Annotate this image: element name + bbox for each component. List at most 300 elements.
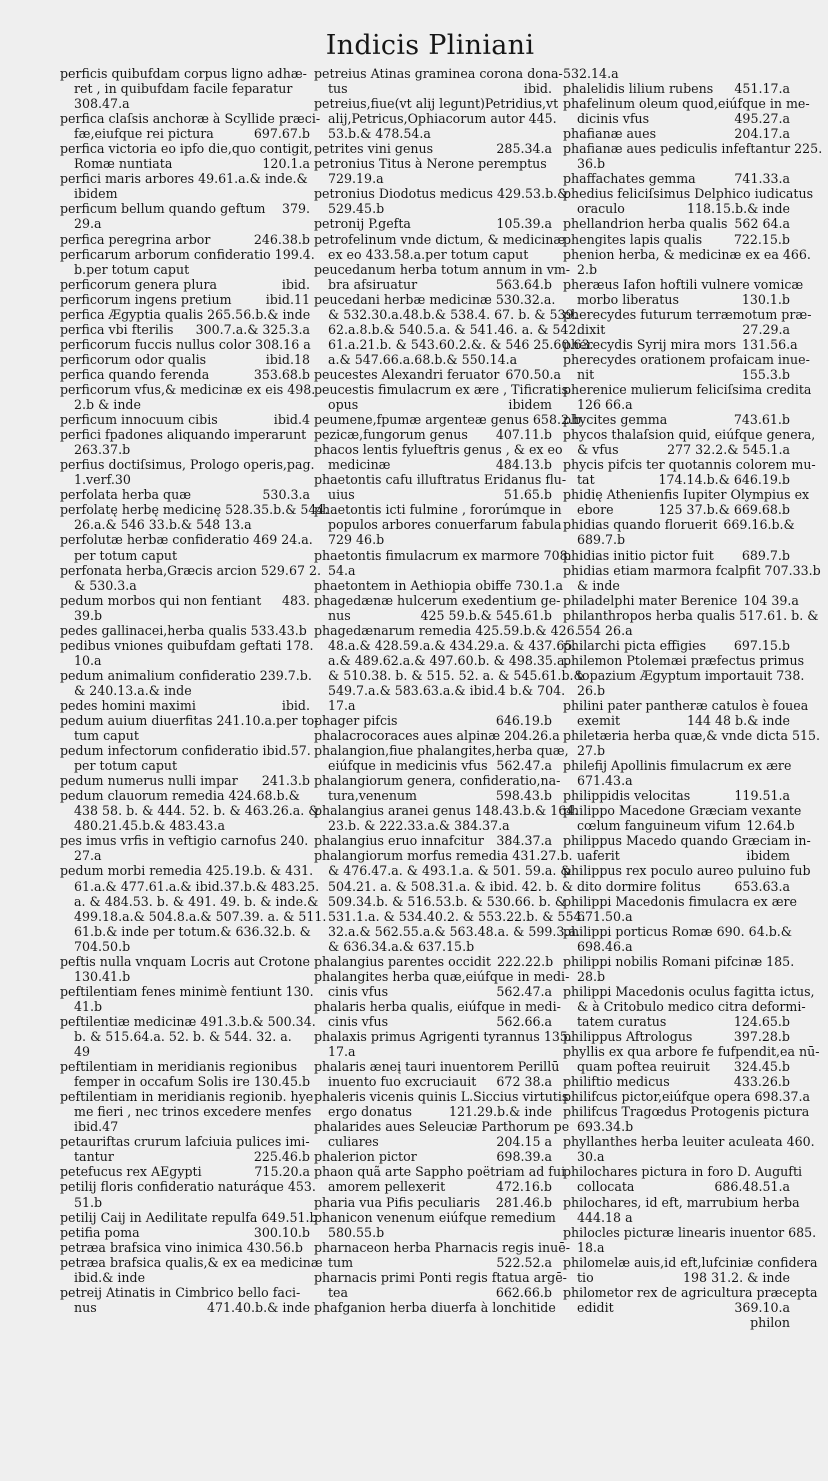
- entry-text: 444.18 a: [577, 1209, 633, 1225]
- entry-text: 39.b: [74, 607, 103, 623]
- index-entry: [314, 773, 561, 804]
- page-reference: 562.47.a: [496, 983, 552, 999]
- index-entry: [563, 652, 805, 698]
- entry-line: [60, 1104, 310, 1119]
- index-entry: [60, 487, 310, 502]
- page-reference: ibid.: [281, 697, 310, 713]
- page-reference: [784, 1149, 790, 1164]
- index-entry: [563, 953, 795, 984]
- entry-line: [563, 397, 790, 412]
- index-entry: [563, 728, 821, 759]
- page-reference: [818, 1255, 824, 1270]
- entry-line: [60, 232, 310, 247]
- index-entry: [314, 1299, 556, 1315]
- page-reference: 743.61.b: [733, 412, 790, 428]
- page-reference: [546, 352, 552, 367]
- page-reference: 472.16.b: [495, 1179, 552, 1195]
- index-entry: [563, 141, 823, 172]
- entry-line: [60, 562, 321, 578]
- page-reference: [556, 1210, 562, 1225]
- entry-line: [60, 668, 310, 683]
- index-entry: [314, 502, 562, 548]
- entry-line: [314, 231, 566, 247]
- entry-line: [563, 201, 790, 216]
- entry-text: 17.a: [328, 1044, 356, 1060]
- entry-text: pedes homini maximi: [60, 697, 196, 713]
- entry-text: philarchi picta effigies: [563, 637, 707, 653]
- page-reference: [821, 563, 827, 578]
- index-entry: [563, 697, 809, 729]
- index-entry: [563, 517, 795, 548]
- entry-line: [60, 532, 313, 548]
- index-entry: [563, 66, 790, 81]
- page-reference: [811, 307, 817, 322]
- index-entry: [60, 246, 315, 277]
- page-reference: 669.16.b.&: [723, 517, 795, 533]
- entry-line: [60, 171, 310, 186]
- entry-line: [563, 1194, 800, 1210]
- entry-text: philippo Macedone Græciam vexante: [563, 803, 802, 819]
- entry-text: phenion herba, & medicinæ ex ea 466.: [563, 246, 811, 262]
- entry-line: [563, 803, 802, 819]
- entry-text: 1.verf.30: [74, 472, 131, 488]
- index-entry: [314, 1029, 572, 1060]
- page-reference: [810, 352, 816, 367]
- entry-text: 48.a.& 428.59.a.& 434.29.a. & 437.65.: [328, 637, 577, 653]
- entry-text: tat: [577, 472, 595, 488]
- entry-line: [60, 743, 310, 758]
- entry-line: [563, 713, 790, 728]
- page-reference: 530.3.a: [262, 487, 310, 503]
- entry-line: [563, 502, 790, 517]
- entry-line: [563, 638, 790, 653]
- entry-text: 32.a.& 562.55.a.& 563.48.a. & 599.3.a.: [328, 923, 580, 939]
- page-reference: [307, 623, 313, 638]
- entry-text: phalaris æneį tauri inuentorem Perillū: [314, 1059, 560, 1075]
- index-entry: [60, 954, 310, 984]
- entry-text: petauriftas crurum lafciuia pulices imi-: [60, 1134, 310, 1150]
- entry-line: [314, 352, 552, 367]
- entry-text: peumene,fpumæ argenteæ genus 658.2.b: [314, 412, 582, 428]
- entry-line: [314, 1119, 570, 1135]
- page-reference: 653.63.a: [734, 878, 790, 894]
- entry-line: [60, 683, 310, 698]
- entry-text: & vfus: [577, 442, 619, 458]
- entry-line: [60, 381, 316, 397]
- entry-line: [314, 547, 572, 563]
- entry-text: philifcus pictor,eiúfque opera 698.37.a: [563, 1089, 811, 1105]
- entry-line: [314, 1029, 572, 1044]
- entry-text: petronius Titus à Nerone peremptus: [314, 156, 547, 172]
- page-reference: 562.66.a: [496, 1013, 552, 1029]
- entry-line: [563, 472, 790, 487]
- page-reference: [809, 1104, 815, 1119]
- page-reference: [804, 653, 810, 668]
- index-entry: [60, 1179, 316, 1210]
- entry-text: topazium Ægyptum importauit 738.: [577, 667, 805, 683]
- page-reference: [801, 803, 807, 818]
- entry-text: phacos lentis fylueftris genus , & ex eo: [314, 442, 563, 458]
- entry-text: phafganion herba diuerfa à lonchitide: [314, 1299, 556, 1315]
- index-entry: [314, 998, 561, 1029]
- entry-line: [563, 983, 815, 999]
- entry-text: philochares pictura in foro D. Augufti: [563, 1164, 803, 1180]
- entry-text: perfonata herba,Græcis arcion 529.67 2.: [60, 562, 321, 578]
- entry-line: [563, 909, 790, 924]
- entry-line: [314, 1164, 566, 1180]
- entry-line: [60, 1074, 310, 1089]
- entry-line: [314, 81, 552, 96]
- page-reference: 300.7.a.& 325.3.a: [195, 321, 310, 337]
- page-reference: [820, 728, 826, 743]
- entry-line: [314, 1239, 570, 1255]
- entry-text: a. & 484.53. b. & 491. 49. b. & inde.&: [74, 893, 319, 909]
- page-reference: 495.27.a: [734, 111, 790, 127]
- entry-text: philefij Apollinis fimulacrum ex ære: [563, 758, 792, 774]
- entry-text: femper in occafum Solis ire 130.45.b: [74, 1074, 311, 1090]
- entry-line: [60, 1134, 310, 1149]
- entry-text: phaleris vicenis quinis L.Siccius virtutis: [314, 1089, 569, 1105]
- entry-line: [563, 683, 790, 698]
- page-reference: [815, 984, 821, 999]
- entry-text: 49: [74, 1044, 91, 1060]
- entry-line: [563, 457, 816, 473]
- page-reference: [784, 743, 790, 758]
- page-reference: [546, 1044, 552, 1059]
- page-reference: 105.39.a: [496, 216, 552, 232]
- index-entry: [60, 743, 310, 773]
- page-reference: [818, 1285, 824, 1300]
- entry-line: [314, 863, 572, 879]
- entry-text: 693.34.b: [577, 1119, 634, 1135]
- entry-line: [563, 998, 806, 1014]
- page-reference: 12.64.b: [746, 818, 795, 834]
- index-entry: [60, 502, 329, 533]
- entry-line: [314, 758, 552, 773]
- entry-line: [60, 201, 310, 216]
- entry-text: pharia vua Pifis peculiaris: [314, 1194, 481, 1210]
- entry-text: & 510.38. b. & 515. 52. a. & 545.61.b.&: [328, 667, 585, 683]
- entry-line: [563, 1240, 790, 1255]
- index-entry: [563, 246, 811, 277]
- page-reference: [784, 156, 790, 171]
- index-entry: [314, 1149, 552, 1164]
- entry-text: phycos thalaſsion quid, eiúfque genera,: [563, 427, 816, 443]
- page-reference: 27.29.a: [742, 321, 790, 337]
- entry-line: [60, 517, 310, 532]
- entry-text: & 476.47.a. & 493.1.a. & 501. 59.a. &: [328, 863, 572, 879]
- entry-text: philadelphi mater Berenice: [563, 592, 738, 608]
- index-entry: [563, 1044, 820, 1075]
- entry-text: petilij Caij in Aedilitate repulfa 649.51.b: [60, 1209, 318, 1225]
- index-entry: [314, 1089, 569, 1120]
- page-reference: [816, 457, 822, 472]
- entry-line: [314, 1074, 552, 1089]
- entry-text: pedibus vniones quibufdam geftati 178.: [60, 637, 314, 653]
- page-reference: 353.68.b: [253, 366, 310, 382]
- entry-line: [60, 1285, 310, 1300]
- entry-line: [60, 487, 310, 502]
- page-reference: [304, 728, 310, 743]
- entry-line: [563, 1284, 818, 1300]
- page-reference: [546, 171, 552, 186]
- entry-line: [563, 246, 811, 262]
- page-reference: [797, 894, 803, 909]
- entry-text: tantur: [74, 1149, 114, 1165]
- entry-line: [314, 336, 594, 352]
- index-entry: [563, 171, 790, 186]
- index-entry: [563, 758, 790, 788]
- entry-text: phafelinum oleum quod,eiúfque in me-: [563, 96, 810, 112]
- index-entry: [60, 352, 310, 367]
- index-entry: [314, 427, 552, 442]
- entry-text: perfolata herba quæ: [60, 487, 192, 503]
- index-entry: [563, 216, 790, 231]
- entry-text: pedum clauorum remedia 424.68.b.&: [60, 788, 300, 804]
- page-reference: 670.50.a: [505, 366, 561, 382]
- page-reference: 562.47.a: [496, 758, 552, 774]
- entry-text: phidias etiam marmora fcalpfit 707.33.b: [563, 562, 821, 578]
- index-entry: [314, 968, 570, 999]
- page-reference: 379.: [281, 201, 310, 217]
- entry-line: [60, 637, 314, 653]
- entry-text: a.& 547.66.a.68.b.& 550.14.a: [328, 351, 518, 367]
- entry-line: [563, 969, 790, 984]
- entry-text: dicinis vfus: [577, 111, 650, 127]
- index-entry: [60, 1059, 310, 1089]
- index-entry: [60, 66, 310, 111]
- entry-text: 61.a.& 477.61.a.& ibid.37.b.& 483.25.: [74, 878, 320, 894]
- entry-line: [563, 111, 790, 126]
- entry-line: [60, 186, 310, 201]
- entry-line: [60, 833, 310, 848]
- index-entry: [60, 292, 310, 307]
- page-reference: 222.22.b: [497, 953, 554, 969]
- entry-text: phalangites herba quæ,eiúfque in medi-: [314, 968, 570, 984]
- page-reference: 741.33.a: [734, 171, 790, 187]
- entry-text: phalelidis lilium rubens: [563, 81, 714, 97]
- entry-line: [563, 232, 790, 247]
- entry-text: petefucus rex AEgypti: [60, 1164, 202, 1180]
- entry-text: pedes gallinacei,herba qualis 533.43.b: [60, 622, 307, 638]
- page-reference: 198 31.2. & inde: [683, 1269, 790, 1285]
- page-reference: 204.17.a: [734, 126, 790, 142]
- page-reference: 471.40.b.& inde: [206, 1299, 310, 1315]
- page-reference: 425 59.b.& 545.61.b: [420, 607, 552, 623]
- page-reference: 662.66.b: [495, 1284, 552, 1300]
- page-reference: [813, 186, 819, 201]
- entry-line: [563, 1104, 810, 1120]
- entry-text: ret , in quibufdam facile feparatur: [74, 81, 293, 97]
- index-entry: [563, 126, 790, 141]
- entry-line: [60, 939, 310, 954]
- entry-line: [60, 457, 315, 473]
- entry-text: 729.19.a: [328, 171, 384, 187]
- entry-line: [60, 1164, 310, 1179]
- entry-line: [314, 954, 552, 969]
- page-reference: [304, 1195, 310, 1210]
- entry-line: [60, 1179, 316, 1195]
- page-reference: [800, 1195, 806, 1210]
- page-reference: [791, 758, 797, 773]
- index-entry: [563, 232, 790, 247]
- index-entry: [314, 472, 567, 503]
- entry-text: 529.45.b: [328, 201, 385, 217]
- entry-text: 17.a: [328, 697, 356, 713]
- entry-text: pedum animalium confideratio 239.7.b.: [60, 667, 312, 683]
- index-entry: [60, 532, 313, 563]
- entry-text: nus: [328, 607, 351, 623]
- index-entry: [314, 66, 563, 97]
- index-entry: [314, 141, 552, 156]
- page-reference: 204.15 a: [496, 1134, 552, 1150]
- index-entry: [60, 412, 310, 427]
- entry-text: ergo donatus: [328, 1104, 413, 1120]
- page-reference: 125 37.b.& 669.68.b: [658, 502, 790, 518]
- index-column-3: [563, 66, 823, 1330]
- entry-text: philanthropos herba qualis 517.61. b. &: [563, 607, 819, 623]
- entry-text: phafianæ aues pediculis infeftantur 225.: [563, 141, 823, 157]
- page-reference: 689.7.b: [741, 547, 790, 563]
- running-header: Indicis Pliniani: [325, 30, 535, 61]
- entry-text: phyllis ex qua arbore fe fufpendit,ea nū-: [563, 1044, 820, 1060]
- entry-text: 27.b: [577, 743, 606, 759]
- index-entry: [563, 1315, 790, 1330]
- index-entry: [314, 156, 552, 186]
- entry-text: ex eo 433.58.a.per totum caput: [328, 246, 529, 262]
- index-entry: [60, 1164, 310, 1179]
- entry-line: [314, 788, 552, 803]
- entry-text: phellandrion herba qualis: [563, 216, 728, 232]
- page-reference: [555, 292, 561, 307]
- entry-line: [60, 728, 310, 743]
- entry-line: [563, 1074, 790, 1089]
- index-entry: [60, 1089, 314, 1135]
- entry-text: pezicæ,fungorum genus: [314, 427, 468, 443]
- entry-line: [60, 472, 310, 487]
- entry-text: phidias quando floruerit: [563, 517, 718, 533]
- entry-text: philochares, id eft, marrubium herba: [563, 1194, 800, 1210]
- entry-text: 26.a.& 546 33.b.& 548 13.a: [74, 517, 252, 533]
- entry-line: [563, 1089, 811, 1105]
- entry-text: perficarum arborum confideratio 199.4.: [60, 246, 315, 262]
- entry-text: philometor rex de agricultura præcepta: [563, 1284, 818, 1300]
- page-reference: [820, 1044, 826, 1059]
- entry-line: [563, 351, 810, 367]
- entry-text: 549.7.a.& 583.63.a.& ibid.4 b.& 704.: [328, 682, 566, 698]
- page-reference: [546, 698, 552, 713]
- index-entry: [314, 728, 560, 744]
- entry-text: 580.55.b: [328, 1224, 385, 1240]
- index-entry: [563, 457, 816, 488]
- page-reference: ibidem: [508, 397, 552, 413]
- entry-text: 2.b: [577, 261, 598, 277]
- index-entry: [563, 548, 790, 563]
- entry-text: philocles picturæ linearis inuentor 685.: [563, 1224, 817, 1240]
- index-entry: [60, 1285, 310, 1315]
- index-entry: [563, 893, 798, 924]
- index-entry: [563, 924, 790, 954]
- entry-text: perfica victoria eo ipfo die,quo contigit,: [60, 141, 313, 157]
- page-reference: 300.10.b: [253, 1224, 310, 1240]
- entry-text: pedum numerus nulli impar: [60, 773, 238, 789]
- page-reference: [304, 1059, 310, 1074]
- entry-text: 438 58. b. & 444. 52. b. & 463.26.a. &: [74, 803, 320, 819]
- index-entry: [314, 954, 552, 969]
- entry-text: perfica vbi fterilis: [60, 321, 174, 337]
- page-reference: 281.46.b: [495, 1194, 552, 1210]
- entry-line: [314, 1134, 552, 1149]
- index-entry: [314, 261, 571, 292]
- entry-line: [563, 517, 795, 533]
- entry-text: phaetontem in Aethiopia obiffe 730.1.a: [314, 577, 564, 593]
- entry-text: per totum caput: [74, 758, 178, 774]
- entry-text: pherecydes orationem profaicam inue-: [563, 351, 810, 367]
- entry-line: [314, 773, 561, 789]
- entry-line: [314, 743, 569, 759]
- entry-line: [314, 728, 560, 744]
- entry-line: [314, 261, 571, 277]
- page-reference: [810, 1089, 816, 1104]
- entry-text: tum caput: [74, 728, 139, 744]
- entry-line: [60, 352, 310, 367]
- entry-line: [563, 652, 805, 668]
- entry-text: philippus Aftrologus: [563, 1029, 693, 1044]
- index-entry: [60, 593, 310, 623]
- page-reference: 121.29.b.& inde: [448, 1104, 552, 1120]
- entry-text: phalangius aranei genus 148.43.b.& 164.: [314, 803, 579, 819]
- index-entry: [60, 111, 321, 142]
- entry-text: philetæria herba quæ,& vnde dicta 515.: [563, 728, 821, 744]
- entry-text: 28.b: [577, 968, 606, 984]
- entry-line: [563, 758, 790, 773]
- page-reference: 124.65.b: [733, 1013, 790, 1029]
- index-entry: [60, 698, 310, 713]
- index-entry: [563, 1104, 810, 1135]
- entry-line: [563, 773, 790, 788]
- index-entry: [314, 1195, 552, 1210]
- entry-line: [563, 607, 819, 623]
- index-entry: [60, 773, 310, 788]
- entry-text: 504.21. a. & 508.31.a. & ibid. 42. b. &: [328, 878, 574, 894]
- entry-line: [314, 66, 563, 81]
- index-entry: [314, 186, 569, 217]
- page-reference: [304, 683, 310, 698]
- entry-line: [563, 412, 790, 427]
- entry-line: [563, 322, 790, 337]
- page-reference: 562 64.a: [734, 216, 790, 232]
- entry-text: b. & 515.64.a. 52. b. & 544. 32. a.: [74, 1029, 292, 1044]
- entry-text: perficorum vfus,& medicinæ ex eis 498.: [60, 381, 316, 397]
- entry-text: phalacrocoraces aues alpinæ 204.26.a: [314, 728, 560, 744]
- entry-line: [314, 1014, 552, 1029]
- entry-text: & inde: [577, 577, 620, 593]
- entry-text: peftilentiæ medicinæ 491.3.b.& 500.34.: [60, 1013, 316, 1029]
- entry-text: perficum bellum quando geftum: [60, 201, 266, 217]
- page-reference: 285.34.a: [496, 141, 552, 157]
- entry-line: [60, 1300, 310, 1315]
- index-entry: [314, 381, 569, 413]
- entry-text: perficorum ingens pretium: [60, 291, 232, 307]
- entry-text: 263.37.b: [74, 442, 131, 458]
- entry-line: [563, 818, 795, 834]
- index-entry: [60, 141, 313, 172]
- entry-line: [563, 623, 790, 638]
- page-reference: 144 48 b.& inde: [686, 713, 790, 729]
- entry-line: [314, 848, 573, 864]
- page-reference: 104 39.a: [743, 592, 799, 608]
- page-reference: [546, 818, 552, 833]
